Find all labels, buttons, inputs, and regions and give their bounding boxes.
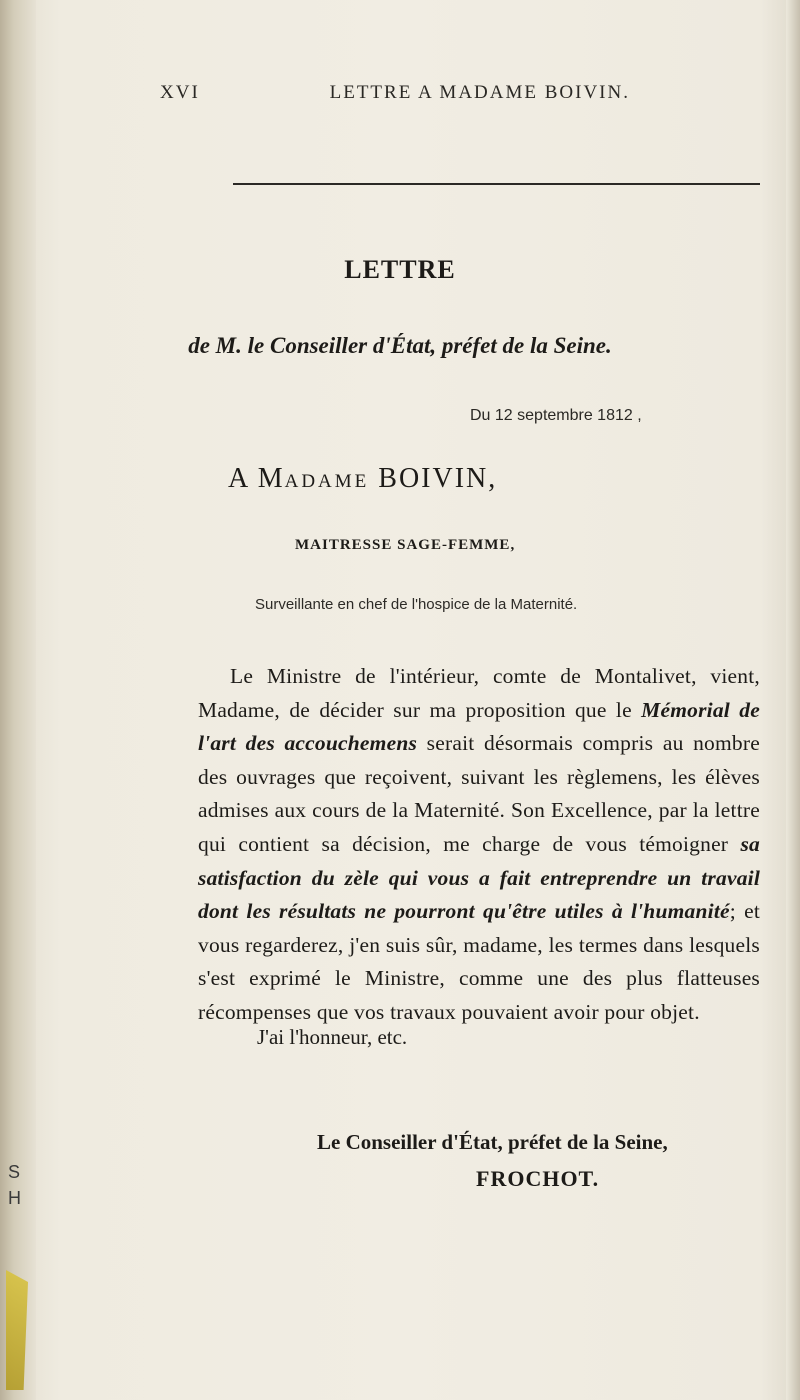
letter-subtitle: de M. le Conseiller d'État, préfet de la Seine. bbox=[188, 333, 612, 358]
addressee-honorific-initial: M bbox=[257, 463, 285, 494]
page-number: XVI bbox=[160, 82, 200, 103]
running-title: LETTRE A MADAME BOIVIN. bbox=[329, 82, 630, 103]
signer-title: Le Conseiller d'État, préfet de la Seine, bbox=[317, 1130, 668, 1154]
signer-name: FROCHOT. bbox=[476, 1166, 600, 1191]
addressee-name: BOIVIN, bbox=[378, 463, 498, 494]
margin-mark-h: H bbox=[8, 1188, 21, 1208]
letter-body bbox=[198, 660, 760, 1030]
addressee-position: Surveillante en chef de l'hospice de la Maternité. bbox=[255, 596, 578, 613]
body-paragraph bbox=[198, 660, 760, 1030]
body-italic-quote: sa satisfaction du zèle qui vous a fait entreprendre un travail dont les résultats ne pourront qu'être utiles à l'humanité bbox=[198, 831, 760, 924]
letter-title: LETTRE bbox=[344, 255, 456, 284]
body-text-1: Le Ministre de l'intérieur, comte de Montalivet, vient, Madame, de décider sur ma proposition que le bbox=[198, 664, 760, 722]
letter-date: Du 12 septembre 1812 , bbox=[470, 407, 642, 424]
letter-closing: J'ai l'honneur, etc. bbox=[257, 1025, 408, 1049]
addressee-honorific-rest: ADAME bbox=[284, 471, 370, 492]
body-italic-title: Mémorial de l'art des accouchemens bbox=[198, 697, 760, 756]
body-text-2: serait désormais compris au nombre des ouvrages que reçoivent, suivant les règlemens, les élèves admises aux cours de la Maternité. Son Excellence, par la lettre qui contient sa décision, me charge de vous témoigner bbox=[198, 731, 760, 856]
addressee-role: MAITRESSE SAGE-FEMME, bbox=[295, 537, 516, 553]
running-head bbox=[160, 82, 630, 104]
margin-mark-s: S bbox=[8, 1162, 21, 1182]
addressee bbox=[228, 463, 497, 495]
page-edge-right bbox=[786, 0, 800, 1400]
header-rule bbox=[233, 183, 760, 185]
addressee-prefix: A bbox=[228, 463, 249, 494]
body-text-3: ; et vous regarderez, j'en suis sûr, madame, les termes dans lesquels s'est exprimé le Ministre, comme une des plus flatteuses récompenses que vos travaux pouvaient avoir pour objet. bbox=[198, 899, 760, 1024]
